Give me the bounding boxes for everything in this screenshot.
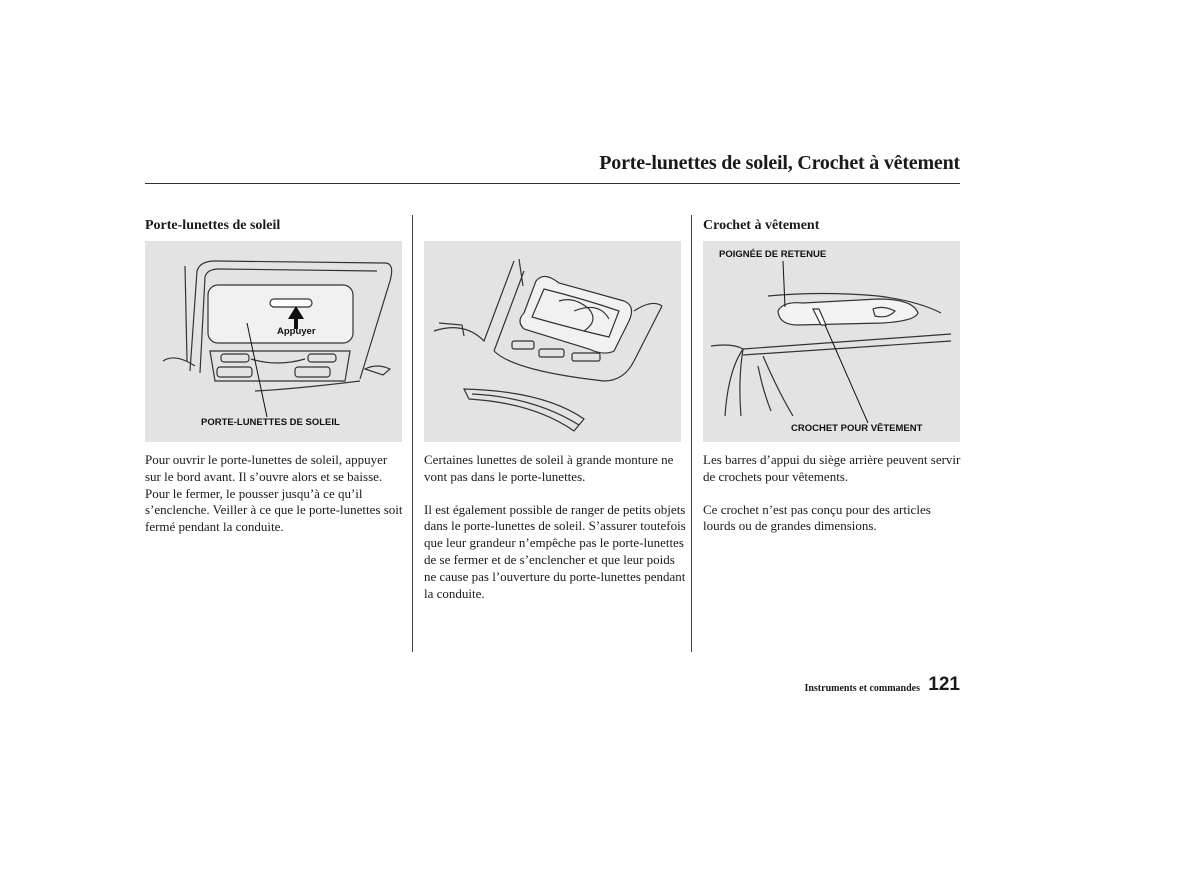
page-title: Porte-lunettes de soleil, Crochet à vêtement [599,152,960,174]
right-column-text [703,452,961,551]
paragraph: Il est également possible de ranger de petits objets dans le porte-lunettes de soleil. S’assurer toutefois que leur grandeur n’empêche pas le porte-lunettes de se fermer et de s’enclencher et que leur poids ne cause pas l’ouverture du porte-lunettes pendant la conduite. [424,501,686,601]
sunglass-holder-closed-illustration [145,241,402,442]
column-divider-left [412,215,413,652]
callout-coat-hook: CROCHET POUR VÊTEMENT [791,423,923,434]
sunglass-holder-open-illustration [424,241,681,442]
paragraph: Les barres d’appui du siège arrière peuvent servir de crochets pour vêtements. [703,452,961,484]
paragraph: Certaines lunettes de soleil à grande monture ne vont pas dans le porte-lunettes. [424,452,674,484]
page-number: 121 [928,674,960,695]
title-rule [145,183,960,184]
figure-coat-hook [703,241,960,442]
paragraph: Ce crochet n’est pas conçu pour des articles lourds ou de grandes dimensions. [703,501,931,534]
paragraph: Pour ouvrir le porte-lunettes de soleil, appuyer sur le bord avant. Il s’ouvre alors et se baisse. Pour le fermer, le pousser jusqu’à ce qu’il s’enclenche. Veiller à ce que le porte-lunettes soit fermé pendant la conduite. [145,452,403,535]
callout-sunglass-holder: PORTE-LUNETTES DE SOLEIL [201,417,340,428]
figure-sunglass-holder-closed [145,241,402,442]
figure-sunglass-holder-open [424,241,681,442]
left-column-text [145,452,403,552]
section-heading-coat-hook: Crochet à vêtement [703,218,820,233]
middle-column-text [424,452,686,618]
callout-leader-hook [825,325,868,423]
callout-leader-handle [783,261,785,307]
footer-section-label: Instruments et commandes [804,683,920,694]
column-divider-right [691,215,692,652]
callout-push: Appuyer [277,326,316,337]
coat-hook-illustration [703,241,960,442]
section-heading-sunglass-holder: Porte-lunettes de soleil [145,218,281,233]
callout-grab-handle: POIGNÉE DE RETENUE [719,249,827,260]
